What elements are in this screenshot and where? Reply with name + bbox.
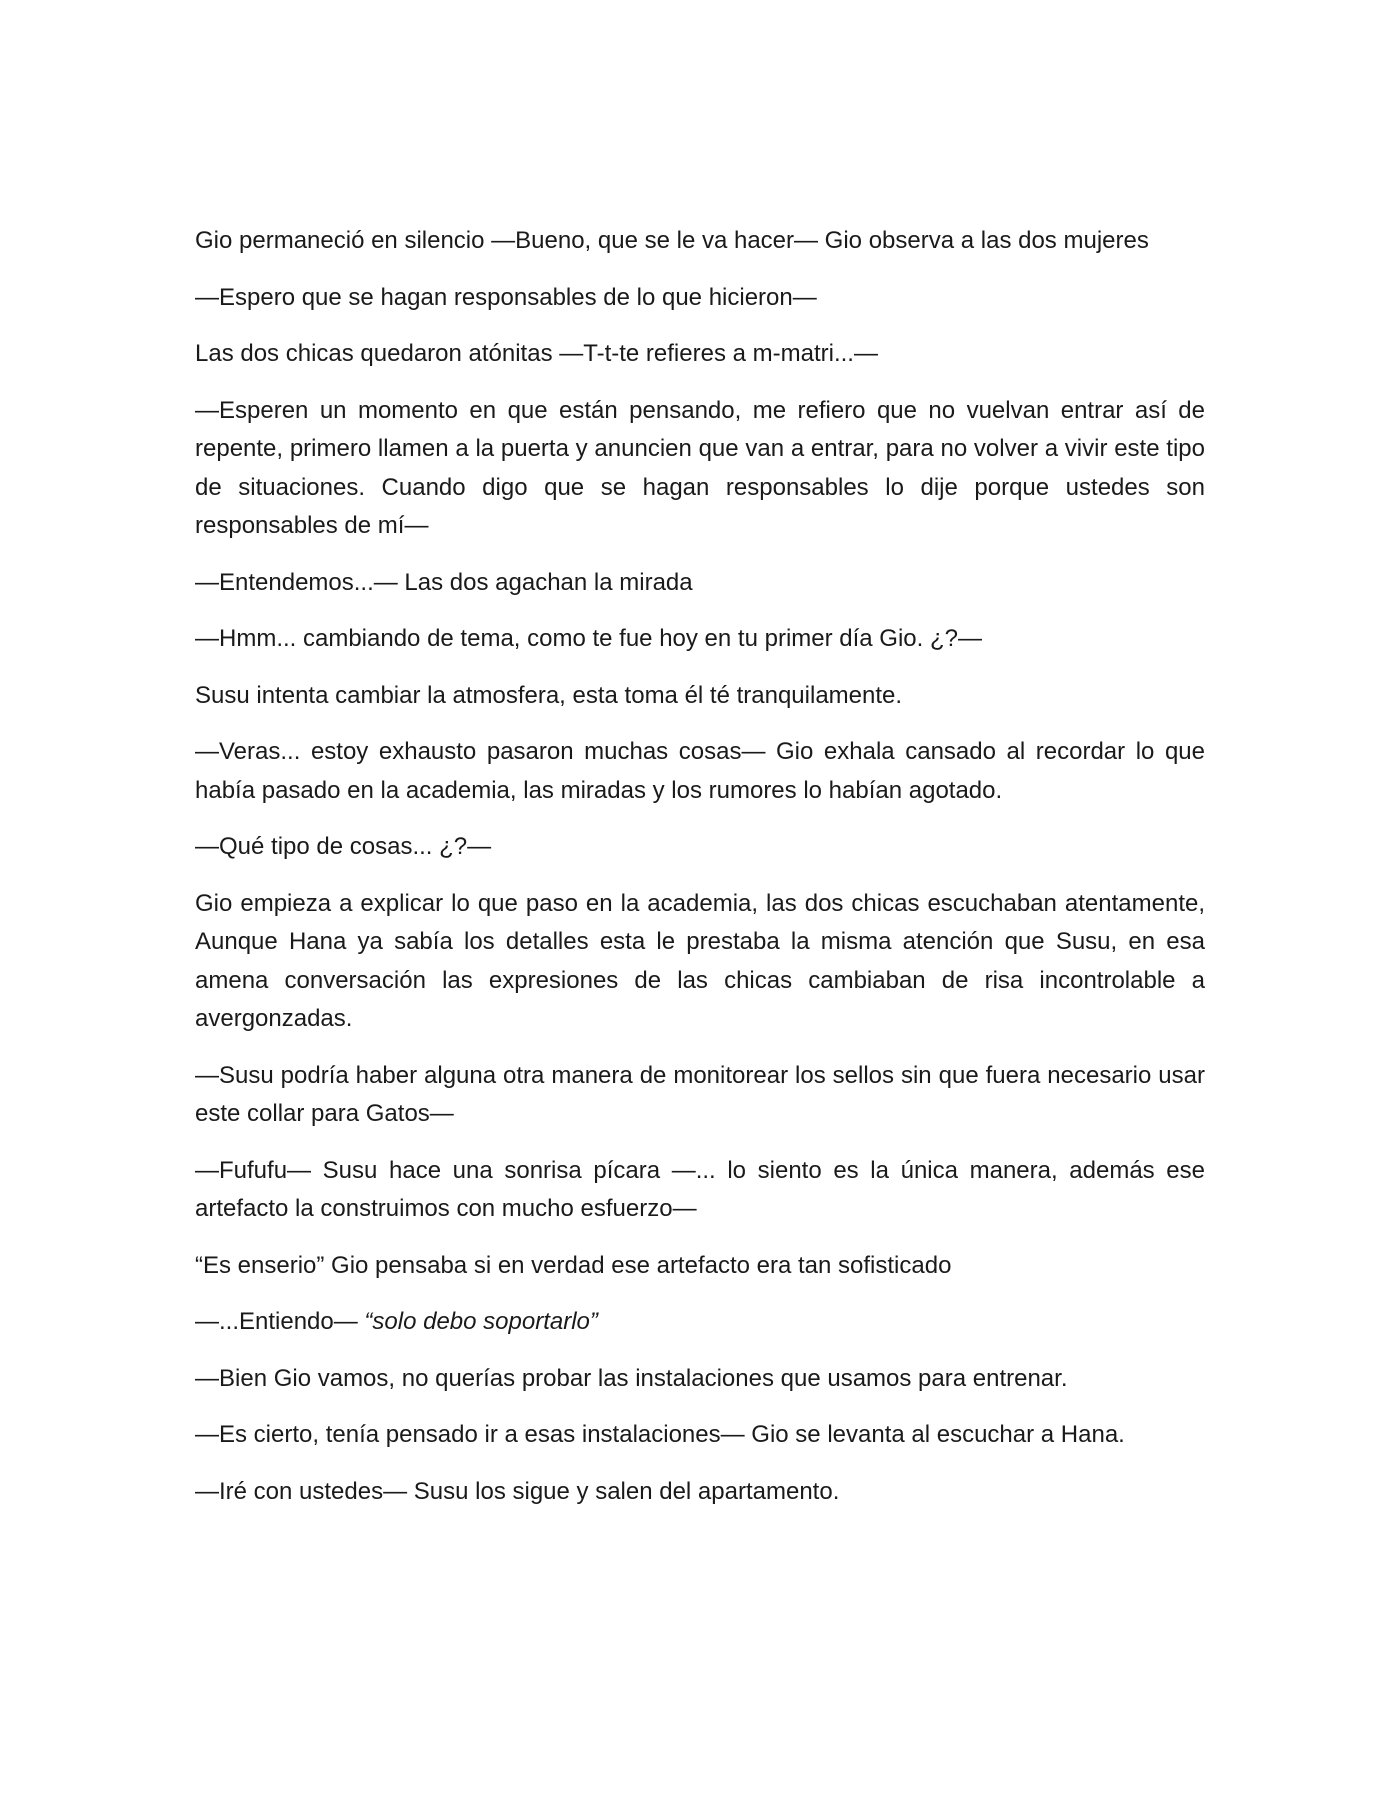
paragraph: Gio empieza a explicar lo que paso en la academia, las dos chicas escuchaban atentamente, Aunque Hana ya sabía los detalles esta le prestaba la misma atención que Susu, en esa amena conversación las expresiones de las chicas cambiaban de risa incontrolable a avergonzadas.	[195, 889, 1205, 1032]
italic-thought: “solo debo soportarlo”	[364, 1308, 598, 1335]
paragraph: “Es enserio” Gio pensaba si en verdad ese artefacto era tan sofisticado	[195, 1251, 952, 1279]
paragraph: —Qué tipo de cosas... ¿?—	[195, 833, 492, 860]
paragraph: —Esperen un momento en que están pensando, me refiero que no vuelvan entrar así de repente, primero llamen a la puerta y anuncien que van a entrar, para no volver a vivir este tipo de situaciones. Cuando digo que se hagan responsables lo dije porque ustedes son responsables de mí—	[195, 396, 1205, 539]
paragraph: —Es cierto, tenía pensado ir a esas instalaciones— Gio se levanta al escuchar a Hana.	[195, 1421, 1125, 1448]
paragraph: —Veras... estoy exhausto pasaron muchas cosas— Gio exhala cansado al recordar lo que había pasado en la academia, las miradas y los rumores lo habían agotado.	[195, 738, 1205, 804]
paragraph: Gio permaneció en silencio —Bueno, que se le va hacer— Gio observa a las dos mujeres	[195, 227, 1149, 254]
paragraph: —Hmm... cambiando de tema, como te fue hoy en tu primer día Gio. ¿?—	[195, 625, 982, 652]
paragraph: —Fufufu— Susu hace una sonrisa pícara —... lo siento es la única manera, además ese artefacto la construimos con mucho esfuerzo—	[195, 1156, 1205, 1222]
paragraph: —Iré con ustedes— Susu los sigue y salen del apartamento.	[195, 1477, 840, 1505]
paragraph: —Bien Gio vamos, no querías probar las instalaciones que usamos para entrenar.	[195, 1364, 1068, 1392]
paragraph: Las dos chicas quedaron atónitas —T-t-te refieres a m-matri...—	[195, 340, 878, 367]
paragraph: Susu intenta cambiar la atmosfera, esta toma él té tranquilamente.	[195, 681, 903, 709]
paragraph: —Entendemos...— Las dos agachan la mirada	[195, 568, 693, 596]
document-body	[195, 222, 1205, 1511]
dialogue-text: —...Entiendo—	[195, 1308, 365, 1335]
paragraph: —Espero que se hagan responsables de lo que hicieron—	[195, 283, 817, 311]
paragraph: —Susu podría haber alguna otra manera de monitorear los sellos sin que fuera necesario usar este collar para Gatos—	[195, 1061, 1205, 1127]
paragraph	[195, 1303, 1205, 1342]
